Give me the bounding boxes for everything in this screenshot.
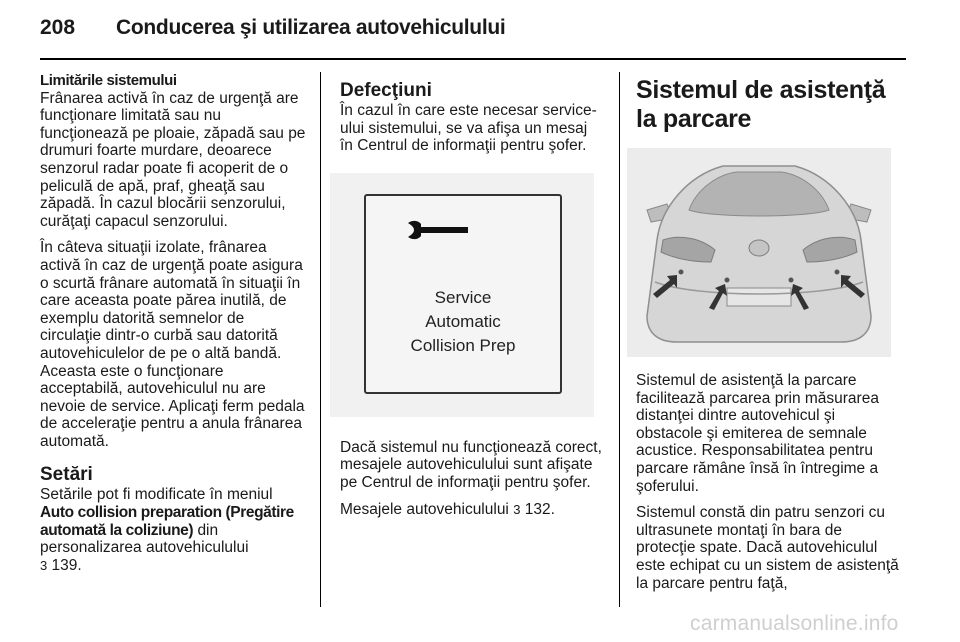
column-right — [636, 76, 902, 601]
paragraph-parking-assist-1: Sistemul de asistenţă la parcare facilitează parcarea prin măsurarea distanţei dintre autovehicul şi obstacole şi emiterea de semnale acustice. Responsabilitatea pentru parcare rămâne însă în întregime a şoferului. — [636, 372, 879, 495]
column-middle — [340, 80, 604, 527]
service-line-3: Collision Prep — [410, 335, 516, 355]
subheading-limitations: Limitările sistemului — [40, 72, 177, 89]
reference-arrow-icon: 3 — [513, 501, 521, 517]
car-rear-figure — [627, 148, 891, 357]
paragraph-parking-assist-2: Sistemul constă din patru senzori cu ultrasunete montaţi în bara de protecţie spate. Dacă autovehiculul este echipat cu un sistem de asistenţă la parcare pentru faţă, — [636, 504, 899, 592]
wrench-icon — [406, 218, 476, 242]
chapter-title: Conducerea şi utilizarea autovehiculului — [116, 16, 506, 39]
header-rule — [40, 58, 906, 60]
service-display-figure — [330, 173, 594, 417]
vehicle-messages-page-ref[interactable]: 132. — [524, 500, 555, 518]
heading-parking-assist: Sistemul de asistenţă la parcare — [636, 76, 886, 133]
watermark: carmanualsonline.info — [690, 612, 899, 635]
heading-faults: Defecţiuni — [340, 80, 432, 101]
page-header — [40, 14, 906, 54]
settings-menu-name: Auto collision preparation (Pregătire automată la coliziune) — [40, 504, 294, 539]
page-number: 208 — [40, 16, 76, 39]
settings-text-after: din personalizarea autovehiculului — [40, 521, 249, 557]
vehicle-messages-text: Mesajele autovehiculului — [340, 500, 509, 518]
settings-page-ref[interactable]: 139. — [51, 556, 82, 574]
paragraph-limitations-2: În câteva situaţii izolate, frânarea activă în caz de urgenţă poate asigura o scurtă frânare automată în situaţii în care aceasta poate părea inutilă, de exemplu datorită semnelor de circulaţie dintr-o curbă sau datorită autovehiculelor de pe o altă bandă. Aceasta este o funcţionare acceptabilă, autovehiculul nu are nevoie de service. Aplicaţi ferm pedala de acceleraţie pentru a anula frânarea automată. — [40, 239, 305, 450]
service-line-1: Service — [434, 287, 492, 307]
paragraph-limitations-1: Frânarea activă în caz de urgenţă are funcţionare limitată sau nu funcţionează pe ploaie, zăpadă sau pe drumuri foarte murdare, deoarece senzorul radar poate fi acoperit de o peliculă de apă, praf, gheaţă sau zăpadă. În cazul blocării senzorului, curăţaţi capacul senzorului. — [40, 89, 306, 230]
column-divider-2 — [619, 72, 620, 607]
driver-info-display — [364, 194, 562, 394]
column-left — [40, 72, 306, 583]
reference-arrow-icon: 3 — [40, 557, 48, 573]
service-message — [366, 286, 560, 358]
paragraph-settings — [40, 486, 306, 574]
service-line-2: Automatic — [425, 311, 501, 331]
paragraph-faults-1: În cazul în care este necesar service-ului sistemului, se va afişa un mesaj în Centrul de informaţii pentru şofer. — [340, 102, 597, 155]
heading-settings: Setări — [40, 464, 93, 486]
paragraph-faults-2: Dacă sistemul nu funcţionează corect, mesajele autovehiculului sunt afişate pe Centrul de informaţii pentru şofer. — [340, 438, 602, 491]
car-rear-illustration — [627, 148, 891, 357]
settings-text: Setările pot fi modificate în meniul — [40, 486, 273, 504]
column-divider-1 — [320, 72, 321, 607]
paragraph-faults-3 — [340, 501, 604, 519]
